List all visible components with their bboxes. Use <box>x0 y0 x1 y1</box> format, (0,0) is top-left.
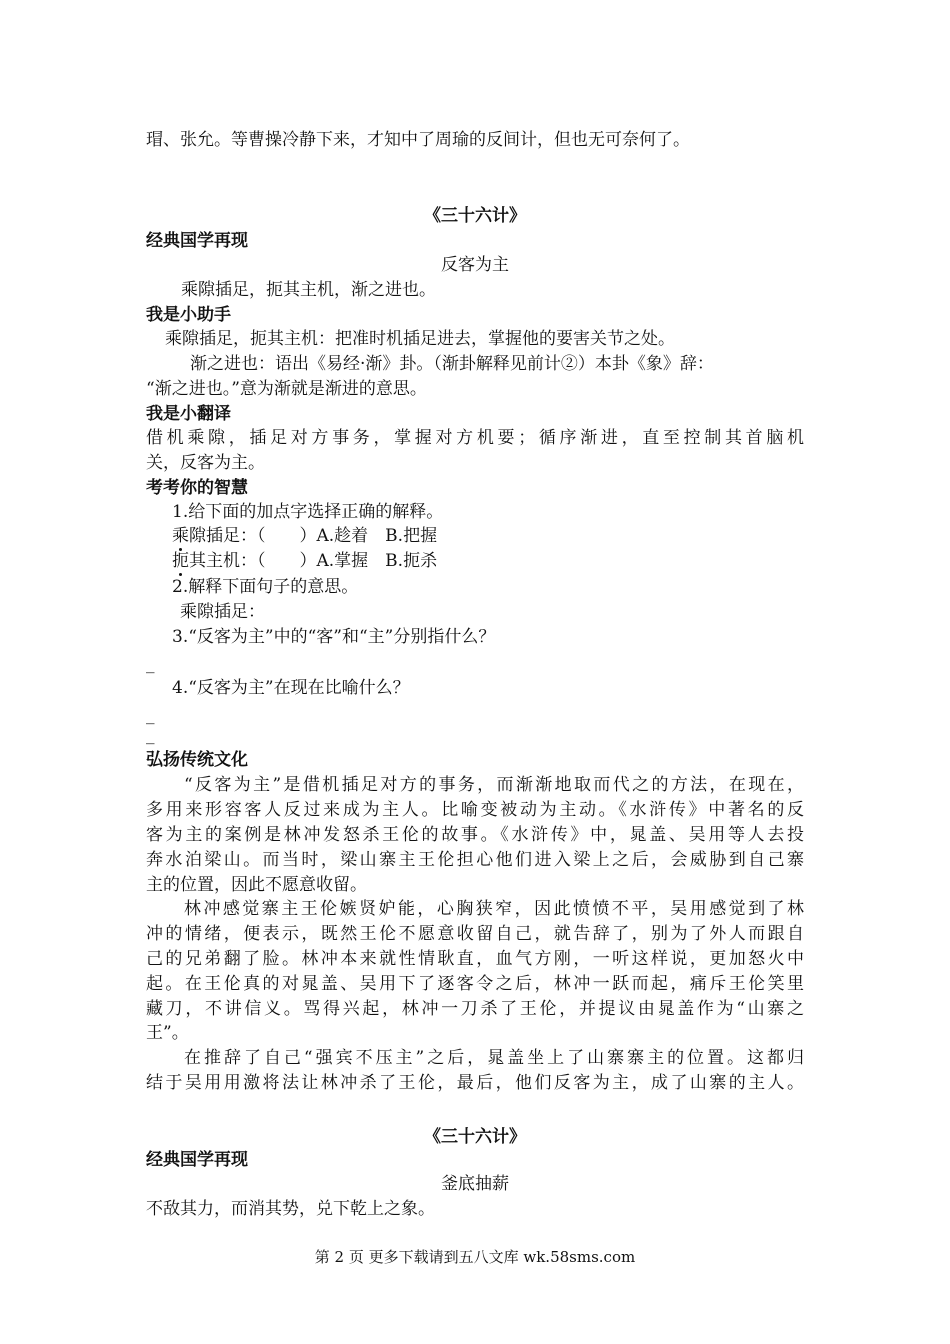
quiz-question-1: 1.给下面的加点字选择正确的解释。 <box>172 502 444 522</box>
culture-paragraph1-line: 奔水泊梁山。而当时，梁山寨主王伦担心他们进入梁上之后，会威胁到自己寨 <box>146 850 804 870</box>
quiz-question-2a: 乘隙插足： <box>180 602 265 622</box>
section1-original-text: 乘隙插足，扼其主机，渐之进也。 <box>181 280 436 300</box>
answer-blank: _ <box>146 654 155 674</box>
section1-heading-classic: 经典国学再现 <box>146 231 248 251</box>
section1-book-title: 《三十六计》 <box>424 206 526 226</box>
helper-note-2-line2: “渐之进也。”意为渐就是渐进的意思。 <box>146 379 427 399</box>
quiz-question-1b-text: 其主机：（ ）A.掌握 B.扼杀 <box>189 551 438 571</box>
section2-original-text: 不敌其力，而消其势，兑下乾上之象。 <box>146 1199 435 1219</box>
answer-blank: _ <box>146 705 155 725</box>
section1-heading-quiz: 考考你的智慧 <box>146 478 248 498</box>
translation-line2: 关，反客为主。 <box>146 453 265 473</box>
translation-line1: 借机乘隙，插足对方事务，掌握对方机要；循序渐进，直至控制其首脑机 <box>146 428 804 448</box>
culture-paragraph2-line: 冲的情绪，便表示，既然王伦不愿意收留自己，就告辞了，别为了外人而跟自 <box>146 924 804 944</box>
culture-paragraph2-line: 林冲感觉寨主王伦嫉贤妒能，心胸狭窄，因此愤愤不平，吴用感觉到了林 <box>184 899 804 919</box>
culture-paragraph1-line: “反客为主”是借机插足对方的事务，而渐渐地取而代之的方法，在现在， <box>184 775 804 795</box>
culture-paragraph1-line: 客为主的案例是林冲发怒杀王伦的故事。《水浒传》中，晁盖、吴用等人去投 <box>146 825 804 845</box>
section2-heading-classic: 经典国学再现 <box>146 1150 248 1170</box>
helper-note-2-line1: 渐之进也：语出《易经·渐》卦。（渐卦解释见前计②）本卦《象》辞： <box>190 354 714 374</box>
quiz-question-1a-text: 隙插足：（ ）A.趁着 B.把握 <box>189 526 438 546</box>
quiz-question-1a <box>172 524 437 548</box>
quiz-question-1b <box>172 549 437 573</box>
answer-blank: _ <box>146 725 155 745</box>
culture-paragraph2-line: 王”。 <box>146 1023 189 1043</box>
section1-heading-culture: 弘扬传统文化 <box>146 750 248 770</box>
page-footer: 第 2 页 更多下载请到五八文库 wk.58sms.com <box>314 1248 636 1266</box>
intro-tail-text: 瑁、张允。等曹操冷静下来，才知中了周瑜的反间计，但也无可奈何了。 <box>146 130 690 150</box>
culture-paragraph2-line: 己的兄弟翻了脸。林冲本来就性情耿直，血气方刚，一听这样说，更加怒火中 <box>146 949 804 969</box>
quiz-question-4: 4.“反客为主”在现在比喻什么？ <box>172 678 410 698</box>
helper-note-1: 乘隙插足，扼其主机：把准时机插足进去，掌握他的要害关节之处。 <box>165 329 675 349</box>
section1-stratagem-title: 反客为主 <box>441 255 509 275</box>
culture-paragraph2-line: 藏刀，不讲信义。骂得兴起，林冲一刀杀了王伦，并提议由晁盖作为“山寨之 <box>146 999 804 1019</box>
section1-heading-translate: 我是小翻译 <box>146 404 231 424</box>
section2-stratagem-title: 釜底抽薪 <box>441 1174 509 1194</box>
dotted-char: 乘 <box>172 526 189 546</box>
quiz-question-3: 3.“反客为主”中的“客”和“主”分别指什么？ <box>172 627 496 647</box>
culture-paragraph3-line: 结于吴用用激将法让林冲杀了王伦，最后，他们反客为主，成了山寨的主人。 <box>146 1073 804 1093</box>
section2-book-title: 《三十六计》 <box>424 1127 526 1147</box>
culture-paragraph1-line: 主的位置，因此不愿意收留。 <box>146 875 367 895</box>
culture-paragraph3-line: 在推辞了自己“强宾不压主”之后，晁盖坐上了山寨寨主的位置。这都归 <box>184 1048 804 1068</box>
section1-heading-helper: 我是小助手 <box>146 305 231 325</box>
dotted-char: 扼 <box>172 551 189 571</box>
culture-paragraph2-line: 起。在王伦真的对晁盖、吴用下了逐客令之后，林冲一跃而起，痛斥王伦笑里 <box>146 974 804 994</box>
culture-paragraph1-line: 多用来形容客人反过来成为主人。比喻变被动为主动。《水浒传》中著名的反 <box>146 800 804 820</box>
quiz-question-2: 2.解释下面句子的意思。 <box>172 577 359 597</box>
